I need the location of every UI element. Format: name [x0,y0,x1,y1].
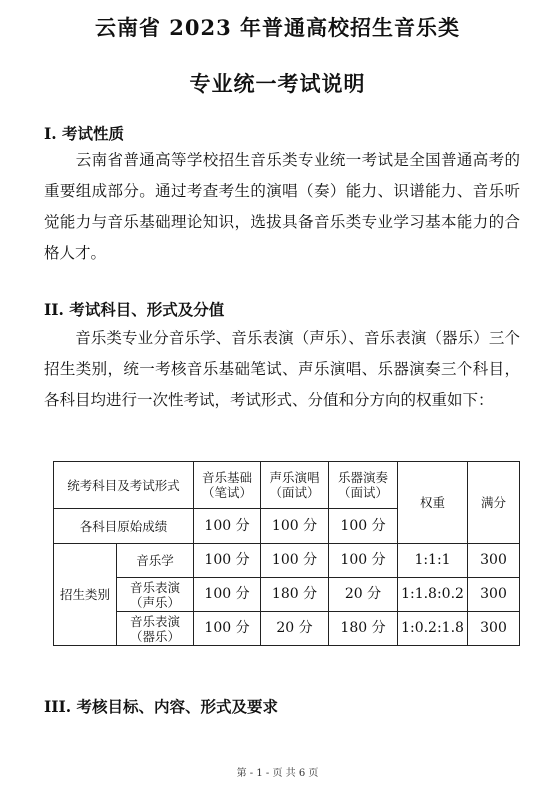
score-cell: 20 分 [261,612,329,646]
total-cell: 300 [468,578,520,612]
header-weight-cell: 权重 [398,462,468,544]
document-title-line-2: 专业统一考试说明 [189,71,366,96]
header-subjects-cell: 统考科目及考试形式 [54,462,194,509]
table-header-row [54,462,520,509]
weight-cell: 1:1:1 [398,544,468,578]
score-cell: 100 分 [329,544,398,578]
score-cell: 180 分 [261,578,329,612]
category-cell [117,578,194,612]
score-cell: 100 分 [194,544,261,578]
document-title-line-1: 云南省 2023 年普通高校招生音乐类 [94,15,461,40]
section-2-heading: II. 考试科目、形式及分值 [44,300,225,319]
section-1-paragraph: 云南省普通高等学校招生音乐类专业统一考试是全国普通高考的重要组成部分。通过考查考生的演唱（奏）能力、识谱能力、音乐听觉能力与音乐基础理论知识，选拔具备音乐类专业学习基本能力的合格人才。 [44,151,520,262]
score-weight-table [53,461,520,646]
header-instrument-cell [329,462,398,509]
raw-score-label: 各科目原始成绩 [54,509,194,544]
score-cell: 100 分 [194,612,261,646]
raw-score-value: 100 分 [329,509,398,544]
weight-cell: 1:0.2:1.8 [398,612,468,646]
table-row [54,544,520,578]
enrollment-category-label: 招生类别 [54,544,117,646]
category-name: 音乐表演 [130,579,181,595]
table-row [54,612,520,646]
score-cell: 20 分 [329,578,398,612]
score-cell: 100 分 [194,578,261,612]
weight-cell: 1:1.8:0.2 [398,578,468,612]
header-vocal-label: 声乐演唱 [269,470,320,485]
header-instrument-form: （面试） [338,485,389,500]
header-music-theory-form: （笔试） [202,485,253,500]
total-cell: 300 [468,612,520,646]
category-name: 音乐表演 [130,613,181,629]
raw-score-value: 100 分 [194,509,261,544]
category-cell [117,544,194,578]
header-total-cell: 满分 [468,462,520,544]
header-music-theory-label: 音乐基础 [202,470,253,485]
page-footer: 第 - 1 - 页 共 6 页 [236,768,319,779]
score-cell: 100 分 [261,544,329,578]
category-name: 音乐学 [136,553,174,568]
section-3-heading: III. 考核目标、内容、形式及要求 [44,697,279,716]
header-vocal-cell [261,462,329,509]
category-subtype: （器乐） [130,628,181,644]
table-row [54,578,520,612]
header-instrument-label: 乐器演奏 [338,470,389,485]
header-vocal-form: （面试） [269,485,320,500]
header-music-theory-cell [194,462,261,509]
section-2-paragraph: 音乐类专业分音乐学、音乐表演（声乐）、音乐表演（器乐）三个招生类别，统一考核音乐基础笔试、声乐演唱、乐器演奏三个科目，各科目均进行一次性考试，考试形式、分值和分方向的权重如下： [44,329,520,409]
category-cell [117,612,194,646]
raw-score-value: 100 分 [261,509,329,544]
section-1-heading: I. 考试性质 [44,124,125,143]
score-cell: 180 分 [329,612,398,646]
total-cell: 300 [468,544,520,578]
category-subtype: （声乐） [130,594,181,610]
